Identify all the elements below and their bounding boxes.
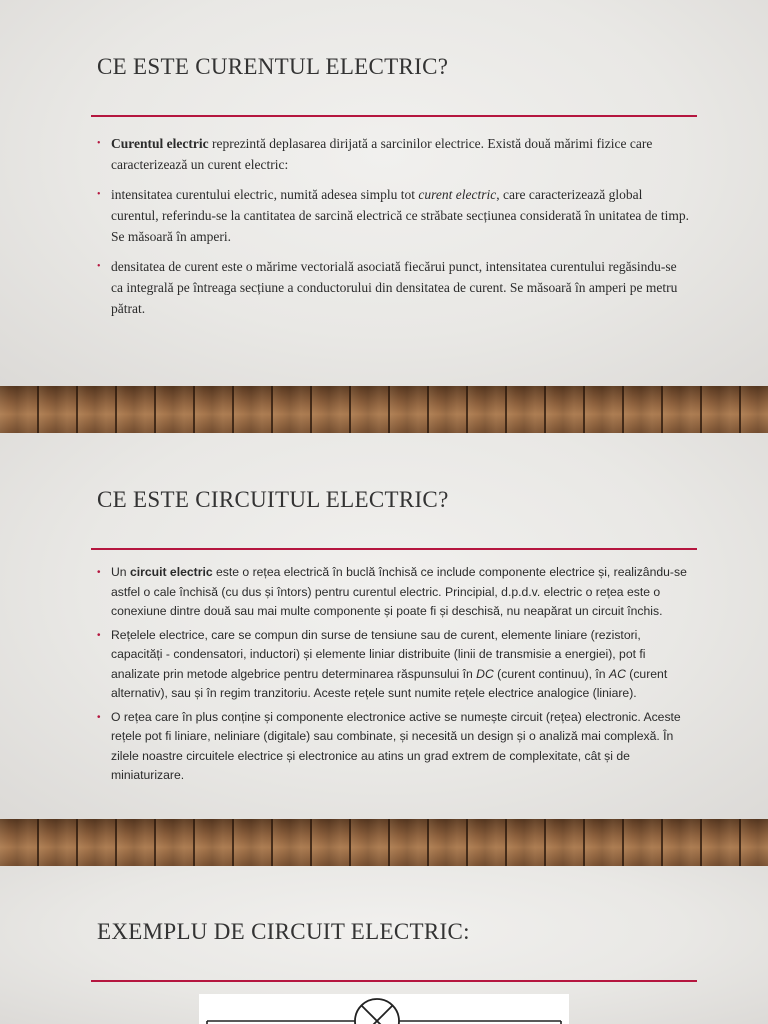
title-divider [91,115,697,117]
title-divider [91,548,697,550]
title-divider [91,980,697,982]
italic-term: curent electric [418,187,497,202]
slide-example [0,866,768,1024]
slide-title: CE ESTE CIRCUITUL ELECTRIC? [97,487,449,512]
lamp-cross [362,1006,392,1024]
bullet-item: • intensitatea curentului electric, numită adesea simplu tot curent electric, care caracterizează global curentul, referindu-se la cantitatea de sarcină electrică ce străbate secțiunea considerată în unitatea de timp. Se măsoară în amperi. [97,184,689,247]
slide-title: EXEMPLU DE CIRCUIT ELECTRIC: [97,919,470,944]
italic-term: AC [608,666,626,681]
wood-floor-divider [0,819,768,866]
bold-term: Curentul electric [111,136,209,151]
circuit-diagram-image [199,994,569,1024]
slide-circuit [0,433,768,819]
bold-term: circuit electric [129,565,213,579]
bullet-item: • Un circuit electric este o rețea electrică în buclă închisă ce include componente electrice și, realizându-se astfel o cale închisă (cu dus și întors) pentru curentul electric. Principial, d.p.d.v. electric o rețea este o conexiune dintre două sau mai multe componente și poate fi și deschisă, nu neapărat un circuit închis. [97,563,689,622]
bullet-item: • O rețea care în plus conține și componente electronice active se numește circuit (rețea) electronic. Aceste rețele pot fi liniare, neliniare (digitale) sau combinate, și necesită un design și o analiză mai complexă. În zilele noastre circuitele electrice și electronice au atins un grad extrem de complexitate, cât și de miniaturizare. [97,708,689,786]
italic-term: DC [476,666,494,681]
bullet-list [97,133,689,328]
slide-current [0,0,768,386]
bullet-list [97,563,689,790]
bullet-item: • Curentul electric reprezintă deplasarea dirijată a sarcinilor electrice. Există două mărimi fizice care caracterizează un curent electric: [97,133,689,175]
slide-title: CE ESTE CURENTUL ELECTRIC? [97,54,449,79]
circuit-diagram [199,994,569,1024]
bullet-item: • densitatea de curent este o mărime vectorială asociată fiecărui punct, intensitatea curentului regăsindu-se ca integrală pe întreaga secțiune a conductorului din densitatea de curent. Se măsoară în amperi pe metru pătrat. [97,256,689,319]
bullet-item: • Rețelele electrice, care se compun din surse de tensiune sau de curent, elemente liniare (rezistori, capacități - condensatori, inductori) și elemente liniar distribuite (linii de transmisie a energiei), pot fi analizate prin metode algebrice pentru determinarea răspunsului în DC (curent continuu), în AC (curent alternativ), sau și în regim tranzitoriu. Aceste rețele sunt numite rețele electrice analogice (liniare). [97,626,689,704]
wood-floor-divider [0,386,768,433]
